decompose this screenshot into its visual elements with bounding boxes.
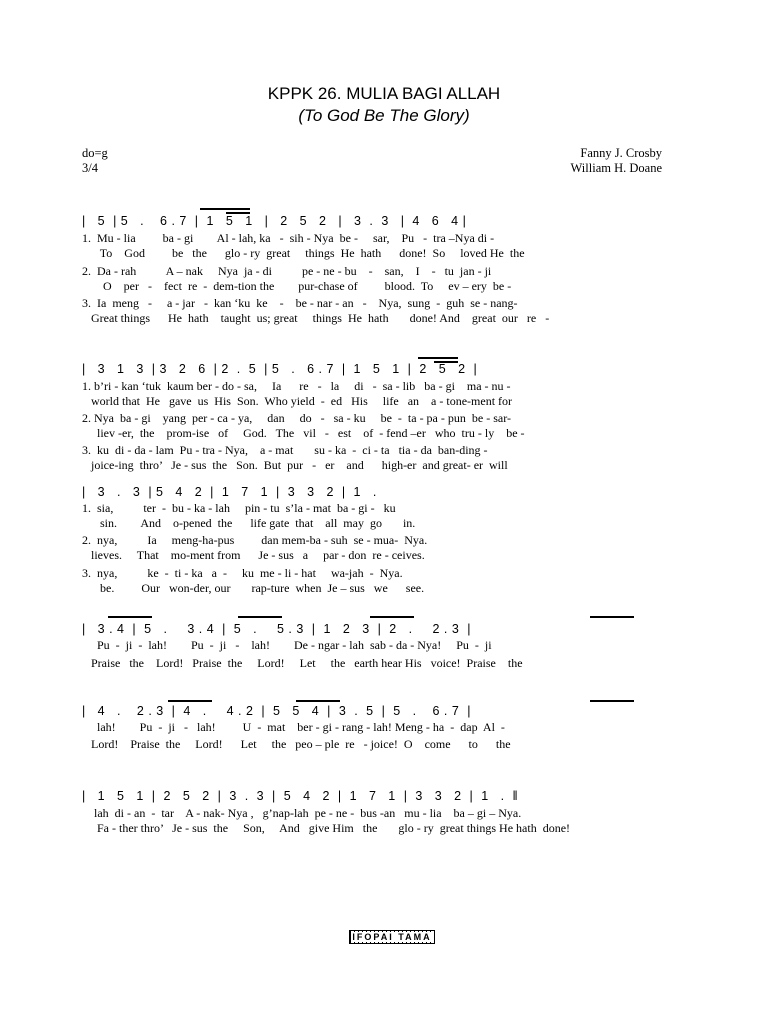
beam bbox=[370, 616, 414, 618]
notation-line: | 3 . 3 | 5 4 2 | 1 7 1 | 3 3 2 | 1 . bbox=[82, 485, 377, 499]
lyric-line: sin. And o-pened the life gate that all may go in. bbox=[82, 516, 416, 530]
lyric-line: 3. Ia meng - a - jar - kan ‘ku ke - be - nar - an - Nya, sung - guh se - nang- bbox=[82, 296, 518, 310]
lyric-line: lieves. That mo-ment from Je - sus a par - don re - ceives. bbox=[82, 548, 425, 562]
beam bbox=[168, 700, 212, 702]
lyric-line: 2. nya, Ia meng-ha-pus dan mem-ba - suh se - mua- Nya. bbox=[82, 533, 428, 547]
beam bbox=[200, 208, 250, 210]
beam bbox=[238, 616, 282, 618]
lyric-line: be. Our won-der, our rap-ture when Je – sus we see. bbox=[82, 581, 425, 595]
lyric-line: 3. nya, ke - ti - ka a - ku me - li - hat wa-jah - Nya. bbox=[82, 566, 403, 580]
lyric-line: Praise the Lord! Praise the Lord! Let the earth hear His voice! Praise the bbox=[82, 656, 523, 670]
lyric-line: 2. Da - rah A – nak Nya ja - di pe - ne - bu - san, I - tu jan - ji bbox=[82, 264, 492, 278]
notation-line: | 3 . 4 | 5 . 3 . 4 | 5 . 5 . 3 | 1 2 3 | 2 . 2 . 3 | bbox=[82, 622, 472, 636]
beam bbox=[296, 700, 340, 702]
lyric-line: lah di - an - tar A - nak- Nya , g’nap-lah pe - ne - bus -an mu - lia ba – gi – Nya. bbox=[82, 806, 522, 820]
lyric-line: 3. ku di - da - lam Pu - tra - Nya, a - mat su - ka - ci - ta tia - da ban-ding - bbox=[82, 443, 488, 457]
notation-line: | 5 | 5 . 6 . 7 | 1 5 1 | 2 5 2 | 3 . 3 | 4 6 4 | bbox=[82, 214, 467, 228]
beam bbox=[418, 357, 458, 359]
lyric-line: 1. b’ri - kan ‘tuk kaum ber - do - sa, Ia re - la di - sa - lib ba - gi ma - nu - bbox=[82, 379, 511, 393]
lyric-line: Lord! Praise the Lord! Let the peo – ple re - joice! O come to the bbox=[82, 737, 511, 751]
lyric-line: O per - fect re - dem-tion the pur-chase of blood. To ev – ery be - bbox=[82, 279, 512, 293]
notation-line: | 3 1 3 | 3 2 6 | 2 . 5 | 5 . 6 . 7 | 1 5 1 | 2 5 2 | bbox=[82, 362, 478, 376]
lyric-line: world that He gave us His Son. Who yield - ed His life an a - tone-ment for bbox=[82, 394, 513, 408]
key-signature: do=g bbox=[82, 146, 108, 160]
lyric-line: Great things He hath taught us; great things He hath done! And great our re - bbox=[82, 311, 550, 325]
lyric-line: 1. Mu - lia ba - gi Al - lah, ka - sih - Nya be - sar, Pu - tra –Nya di - bbox=[82, 231, 495, 245]
lyric-line: 1. sia, ter - bu - ka - lah pin - tu s’la - mat ba - gi - ku bbox=[82, 501, 396, 515]
composer: William H. Doane bbox=[570, 161, 662, 175]
beam bbox=[590, 616, 634, 618]
lyric-line: liev -er, the prom-ise of God. The vil - est of - fend –er who tru - ly be - bbox=[82, 426, 525, 440]
lyric-line: Pu - ji - lah! Pu - ji - lah! De - ngar - lah sab - da - Nya! Pu - ji bbox=[82, 638, 492, 652]
lyric-line: Fa - ther thro’ Je - sus the Son, And give Him the glo - ry great things He hath done! bbox=[82, 821, 571, 835]
lyric-line: To God be the glo - ry great things He hath done! So loved He the bbox=[82, 246, 525, 260]
time-signature: 3/4 bbox=[82, 161, 98, 175]
lyricist: Fanny J. Crosby bbox=[580, 146, 662, 160]
beam bbox=[108, 616, 152, 618]
song-subtitle: (To God Be The Glory) bbox=[298, 106, 470, 125]
lyric-line: 2. Nya ba - gi yang per - ca - ya, dan do - sa - ku be - ta - pa - pun be - sar- bbox=[82, 411, 511, 425]
beam bbox=[590, 700, 634, 702]
notation-line: | 4 . 2 . 3 | 4 . 4 . 2 | 5 5 4 | 3 . 5 | 5 . 6 . 7 | bbox=[82, 704, 472, 718]
song-title: KPPK 26. MULIA BAGI ALLAH bbox=[267, 84, 501, 103]
notation-line: | 1 5 1 | 2 5 2 | 3 . 3 | 5 4 2 | 1 7 1 | 3 3 2 | 1 . ‖ bbox=[82, 789, 519, 803]
lyric-line: lah! Pu - ji - lah! U - mat ber - gi - rang - lah! Meng - ha - dap Al - bbox=[82, 720, 505, 734]
publisher-logo: IFOPAI TAMA bbox=[349, 930, 435, 944]
lyric-line: joice-ing thro’ Je - sus the Son. But pur - er and high-er and great- er will bbox=[82, 458, 508, 472]
